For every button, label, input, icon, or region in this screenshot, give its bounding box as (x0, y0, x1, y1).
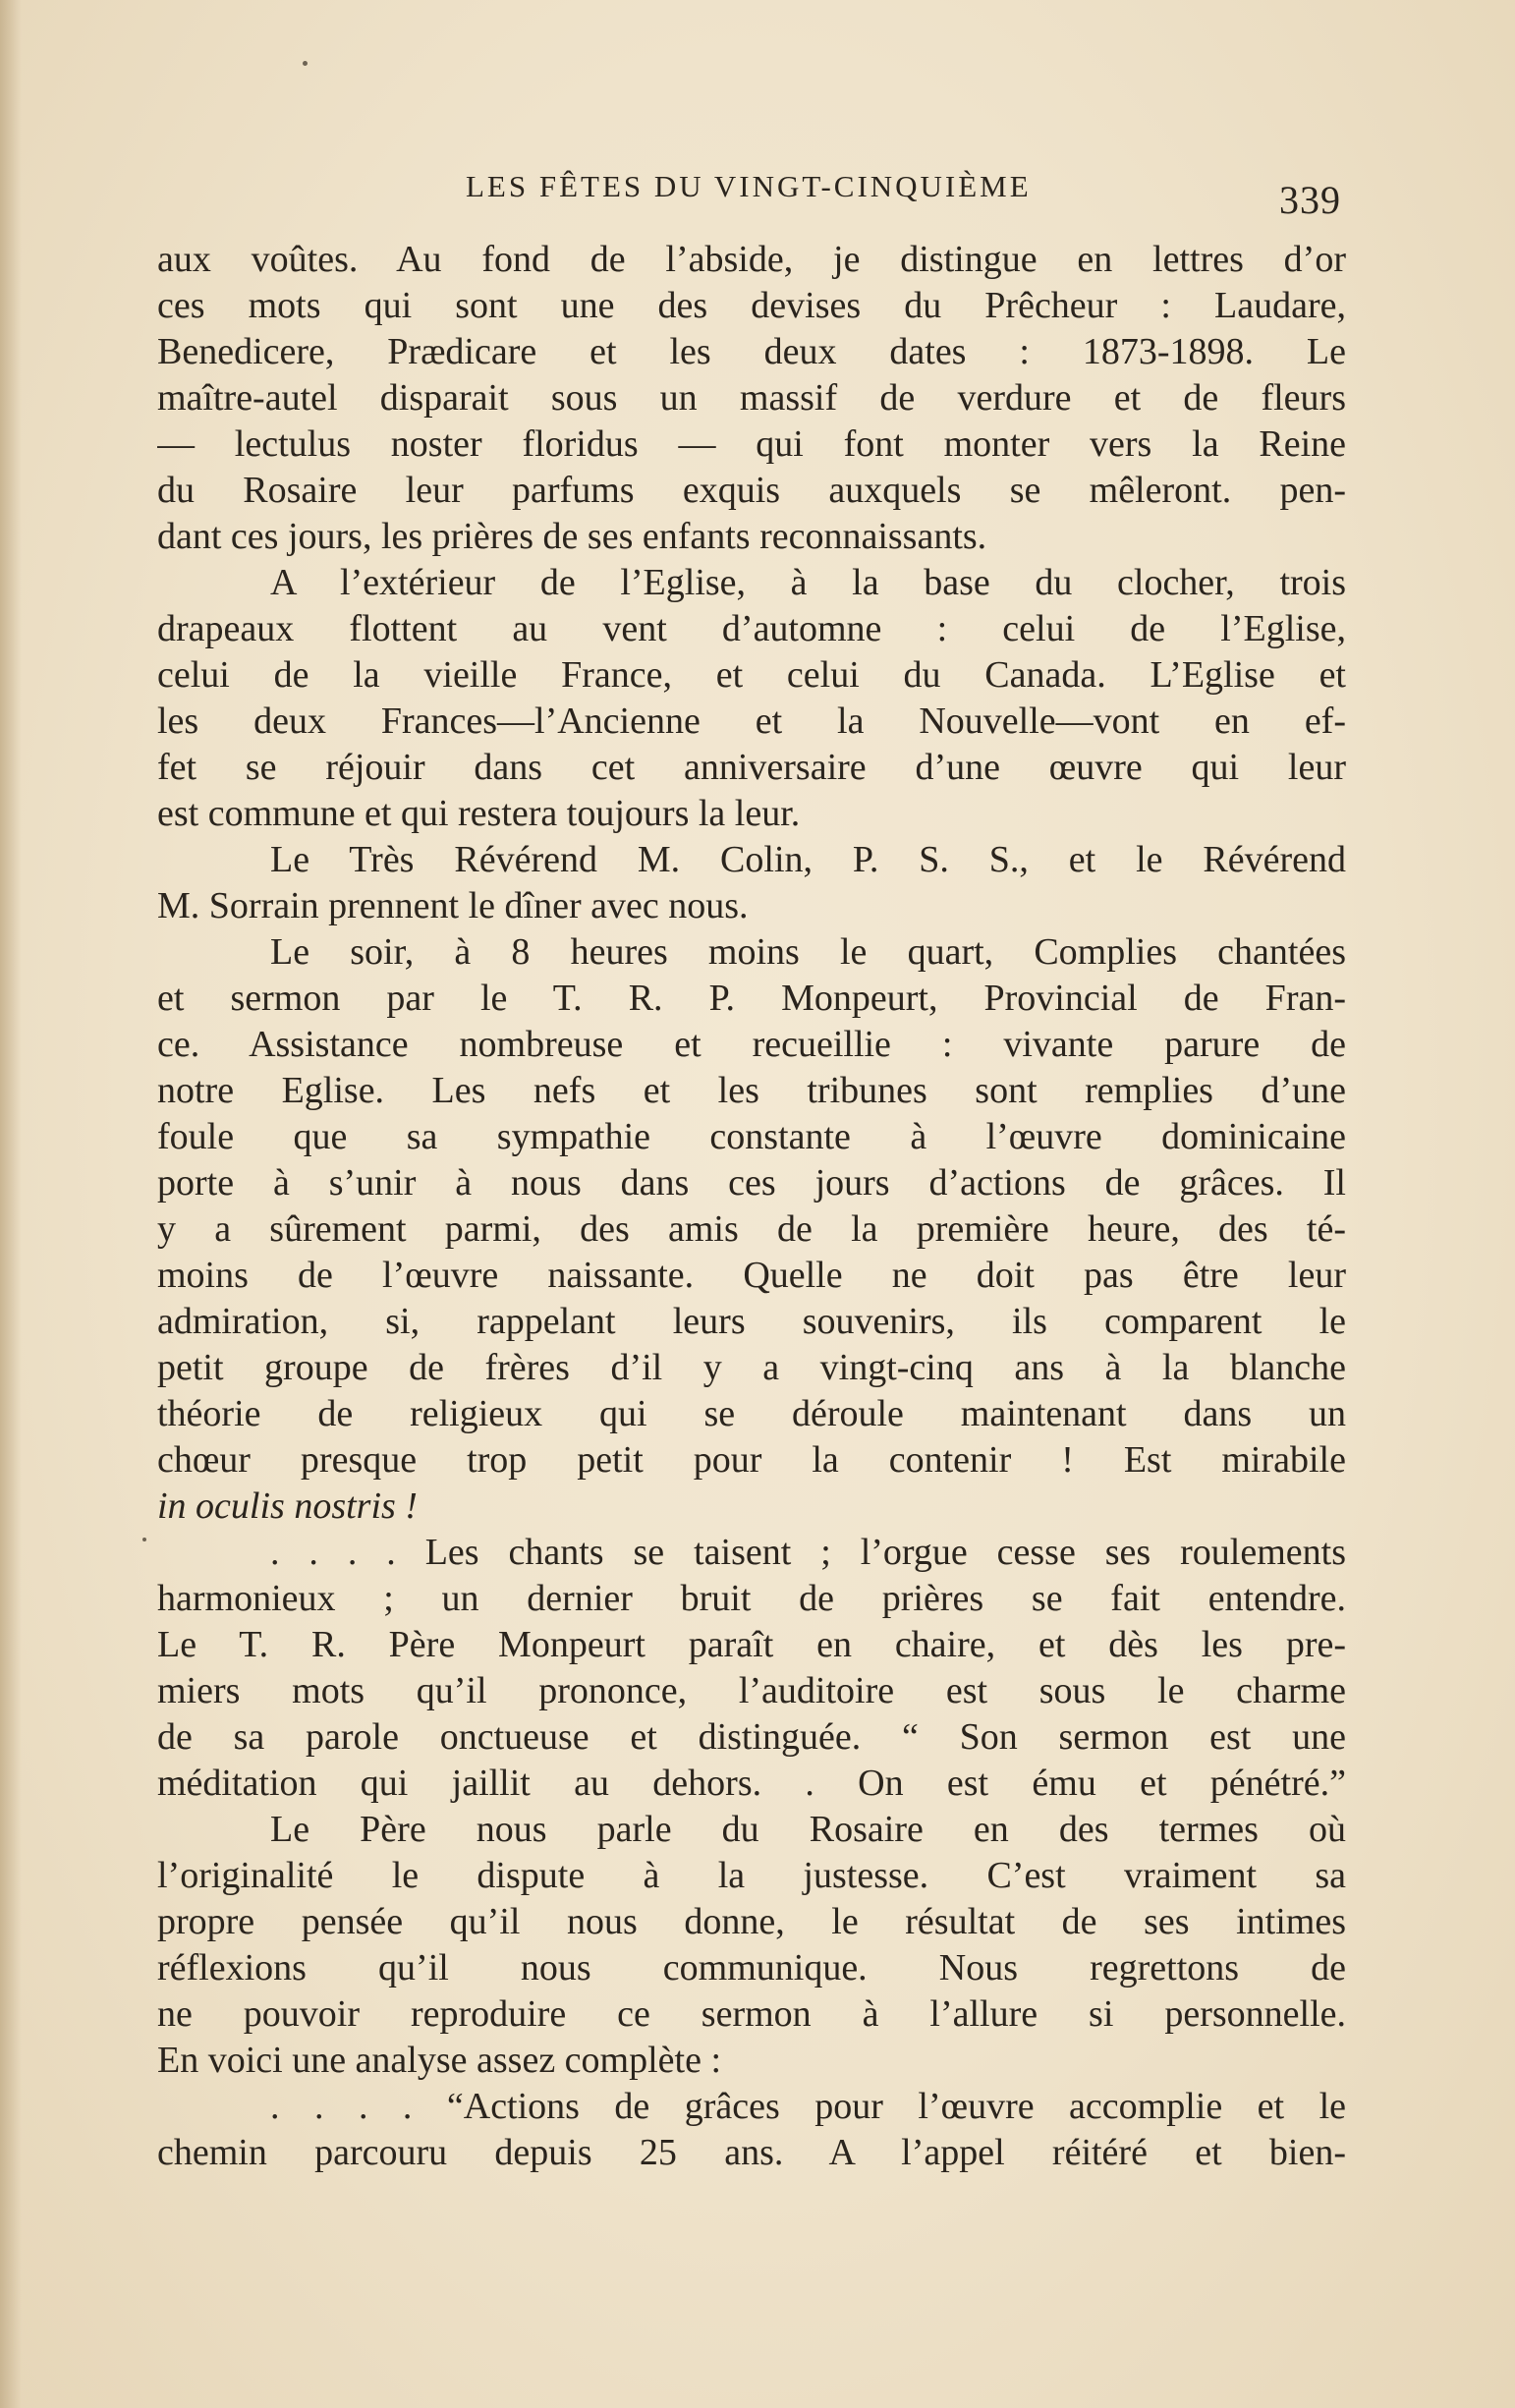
text-line: maître-autel disparait sous un massif de verdure et de fleurs (157, 377, 1346, 419)
text-line: porte à s’unir à nous dans ces jours d’actions de grâces. Il (157, 1162, 1346, 1204)
text-line: miers mots qu’il prononce, l’auditoire est sous le charme (157, 1670, 1346, 1711)
text-line: l’originalité le dispute à la justesse. C’est vraiment sa (157, 1855, 1346, 1896)
text-line: ne pouvoir reproduire ce sermon à l’allure si personnelle. (157, 1993, 1346, 2035)
text-line: et sermon par le T. R. P. Monpeurt, Provincial de Fran- (157, 978, 1346, 1019)
text-line: méditation qui jaillit au dehors. . On est ému et pénétré.” (157, 1763, 1346, 1804)
text-line: fet se réjouir dans cet anniversaire d’une œuvre qui leur (157, 747, 1346, 788)
text-line: chemin parcouru depuis 25 ans. A l’appel réitéré et bien- (157, 2132, 1346, 2173)
text-line: drapeaux flottent au vent d’automne : celui de l’Eglise, (157, 608, 1346, 649)
text-line: réflexions qu’il nous communique. Nous regrettons de (157, 1947, 1346, 1988)
text-line: . . . . “Actions de grâces pour l’œuvre accomplie et le (270, 2086, 1346, 2127)
text-line: En voici une analyse assez complète : (157, 2040, 722, 2081)
page-gutter-shadow (0, 0, 22, 2408)
text-line: harmonieux ; un dernier bruit de prières se fait entendre. (157, 1578, 1346, 1619)
text-line: Le Père nous parle du Rosaire en des termes où (270, 1809, 1346, 1850)
text-line: est commune et qui restera toujours la leur. (157, 793, 801, 834)
text-line: ces mots qui sont une des devises du Prêcheur : Laudare, (157, 285, 1346, 326)
text-line: . . . . Les chants se taisent ; l’orgue cesse ses roulements (270, 1532, 1346, 1573)
text-line: propre pensée qu’il nous donne, le résultat de ses intimes (157, 1901, 1346, 1942)
text-line: Le soir, à 8 heures moins le quart, Complies chantées (270, 931, 1346, 973)
text-line: ce. Assistance nombreuse et recueillie : vivante parure de (157, 1024, 1346, 1065)
text-line: Le Très Révérend M. Colin, P. S. S., et le Révérend (270, 839, 1346, 880)
text-line: A l’extérieur de l’Eglise, à la base du clocher, trois (270, 562, 1346, 603)
text-line: Le T. R. Père Monpeurt paraît en chaire, et dès les pre- (157, 1624, 1346, 1665)
body-text (157, 237, 1346, 2176)
text-line: Benedicere, Prædicare et les deux dates : 1873-1898. Le (157, 331, 1346, 372)
text-line: aux voûtes. Au fond de l’abside, je distingue en lettres d’or (157, 239, 1346, 280)
page-number: 339 (1279, 178, 1341, 222)
text-line: petit groupe de frères d’il y a vingt-cinq ans à la blanche (157, 1347, 1346, 1388)
text-line: — lectulus noster floridus — qui font monter vers la Reine (157, 423, 1346, 465)
text-line: chœur presque trop petit pour la contenir ! Est mirabile (157, 1439, 1346, 1481)
text-line: notre Eglise. Les nefs et les tribunes sont remplies d’une (157, 1070, 1346, 1111)
text-line: du Rosaire leur parfums exquis auxquels se mêleront. pen- (157, 470, 1346, 511)
text-line: y a sûrement parmi, des amis de la première heure, des té- (157, 1208, 1346, 1250)
running-header: LES FÊTES DU VINGT-CINQUIÈME (466, 169, 1032, 203)
text-line: moins de l’œuvre naissante. Quelle ne doit pas être leur (157, 1255, 1346, 1296)
text-line: admiration, si, rappelant leurs souvenirs, ils comparent le (157, 1301, 1346, 1342)
text-line: M. Sorrain prennent le dîner avec nous. (157, 885, 749, 926)
text-line: celui de la vieille France, et celui du Canada. L’Eglise et (157, 654, 1346, 696)
text-line: dant ces jours, les prières de ses enfants reconnaissants. (157, 516, 987, 557)
text-line: théorie de religieux qui se déroule maintenant dans un (157, 1393, 1346, 1434)
text-line: in oculis nostris ! (157, 1485, 418, 1527)
text-line: les deux Frances—l’Ancienne et la Nouvelle—vont en ef- (157, 700, 1346, 742)
paper-speck (142, 1538, 146, 1541)
text-line: de sa parole onctueuse et distinguée. “ Son sermon est une (157, 1716, 1346, 1758)
paper-speck (303, 61, 308, 66)
text-line: foule que sa sympathie constante à l’œuvre dominicaine (157, 1116, 1346, 1157)
